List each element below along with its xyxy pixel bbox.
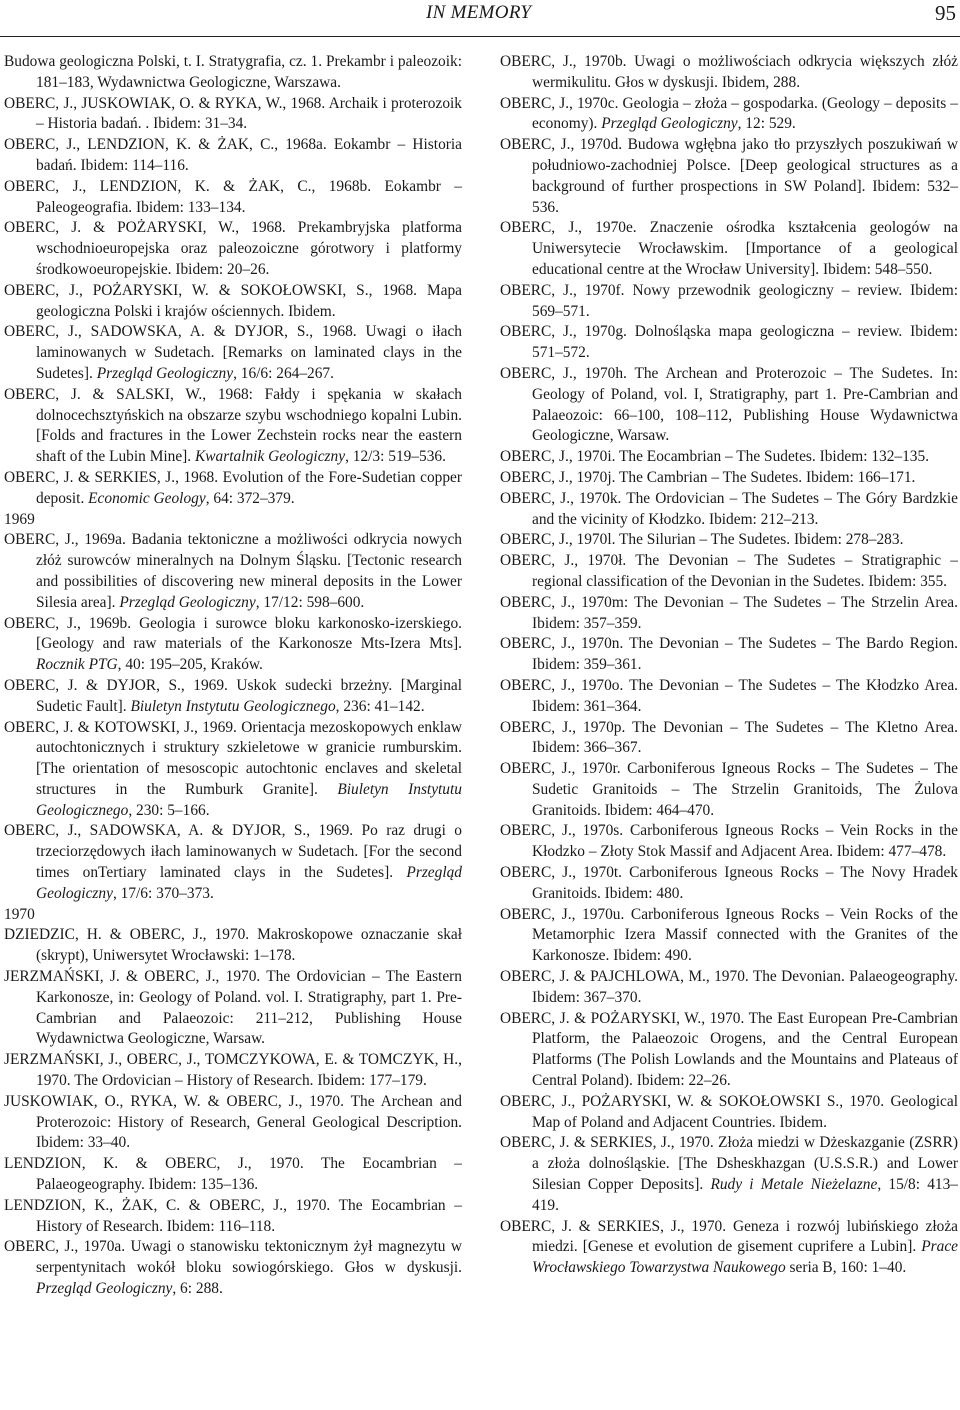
header-rule: [0, 36, 960, 37]
reference-entry: [4, 322, 462, 384]
reference-text: OBERC, J. & PAJCHLOWA, M., 1970. The Devonian. Palaeogeography. Ibidem: 367–370.: [500, 968, 958, 1006]
reference-text: OBERC, J., JUSKOWIAK, O. & RYKA, W., 1968. Archaik i proterozoik – Historia badań. . Ibidem: 31–34.: [4, 94, 462, 133]
page-number: 95: [935, 1, 956, 25]
reference-entry: [500, 676, 958, 718]
reference-entry: [4, 385, 462, 468]
reference-text: OBERC, J. & SERKIES, J., 1968. Evolution of the Fore-Sudetian copper deposit.: [4, 468, 462, 507]
reference-entry: [4, 1154, 462, 1196]
reference-text: OBERC, J. & POŻARYSKI, W., 1968. Prekambryjska platforma wschodnioeuropejska oraz paleozoiczne górotwory i platformy środkowoeuropejskie. Ibidem: 20–26.: [4, 219, 462, 278]
reference-entry: [500, 94, 958, 136]
reference-text: OBERC, J., 1970f. Nowy przewodnik geologiczny – review. Ibidem: 569–571.: [500, 281, 958, 320]
reference-text: OBERC, J., 1970j. The Cambrian – The Sudetes. Ibidem: 166–171.: [500, 468, 916, 486]
reference-text: , 230: 5–166.: [128, 801, 210, 819]
reference-text: OBERC, J., LENDZION, K. & ŻAK, C., 1968b. Eokambr – Paleogeografia. Ibidem: 133–134.: [4, 177, 462, 216]
reference-entry: [4, 468, 462, 510]
reference-entry: [4, 1092, 462, 1154]
journal-title: Przegląd Geologiczny: [36, 1280, 173, 1298]
reference-text: OBERC, J., 1970m: The Devonian – The Sudetes – The Strzelin Area. Ibidem: 357–359.: [500, 593, 958, 632]
reference-text: LENDZION, K., ŻAK, C. & OBERC, J., 1970. The Eocambrian – History of Research. Ibidem: 116–118.: [4, 1196, 462, 1235]
reference-text: , 16/6: 264–267.: [233, 364, 334, 382]
reference-entry: [4, 218, 462, 280]
reference-text: OBERC, J., SADOWSKA, A. & DYJOR, S., 1968. Uwagi o iłach laminowanych w Sudetach. [Remarks on laminated clays in the Sudetes].: [4, 323, 462, 382]
journal-title: Rocznik PTG: [36, 656, 118, 674]
reference-text: OBERC, J. & SERKIES, J., 1970. Złoża miedzi w Dżeskazganie (ZSRR) a złoża dolnośląskie. [The Dsheskhazgan (U.S.S.R.) and Lower Silesian Copper Deposits].: [500, 1134, 958, 1194]
reference-entry: [500, 718, 958, 760]
reference-entry: [500, 1009, 958, 1092]
reference-text: Budowa geologiczna Polski, t. I. Stratygrafia, cz. 1. Prekambr i paleozoik: 181–183, Wydawnictwa Geologiczne, Warszawa.: [4, 53, 462, 91]
journal-title: Biuletyn Instytutu Geologicznego: [130, 697, 336, 715]
reference-text: OBERC, J., LENDZION, K. & ŻAK, C., 1968a. Eokambr – Historia badań. Ibidem: 114–116.: [4, 136, 462, 174]
reference-text: OBERC, J., 1970p. The Devonian – The Sudetes – The Kletno Area. Ibidem: 366–367.: [500, 718, 958, 757]
reference-entry: [500, 322, 958, 364]
reference-text: seria B, 160: 1–40.: [785, 1259, 907, 1277]
reference-entry: [4, 530, 462, 613]
reference-text: OBERC, J., 1970o. The Devonian – The Sudetes – The Kłodzko Area. Ibidem: 361–364.: [500, 676, 958, 715]
reference-text: , 17/12: 598–600.: [255, 593, 365, 611]
reference-entry: [500, 364, 958, 447]
reference-text: , 6: 288.: [172, 1280, 223, 1298]
year-heading: [4, 905, 462, 926]
reference-text: OBERC, J., 1970g. Dolnośląska mapa geologiczna – review. Ibidem: 571–572.: [500, 323, 958, 362]
reference-text: , 12/3: 519–536.: [345, 448, 446, 466]
reference-entry: [4, 925, 462, 967]
journal-title: Przegląd Geologiczny: [36, 864, 462, 902]
reference-text: OBERC, J., 1970h. The Archean and Proterozoic – The Sudetes. In: Geology of Poland, vol. I, Stratigraphy, part 1. Pre-Cambrian and Palaeozoic: 66–100, 108–112, Publishing House Wydawnictwa Geologiczne, Warsaw.: [500, 364, 958, 445]
reference-entry: [4, 821, 462, 904]
running-title: IN MEMORY: [426, 2, 532, 23]
page-header: [0, 0, 960, 30]
reference-entry: [4, 1237, 462, 1299]
reference-text: DZIEDZIC, H. & OBERC, J., 1970. Makroskopowe oznaczanie skał (skrypt), Uniwersytet Wrocławski: 1–178.: [4, 926, 462, 965]
reference-entry: [4, 281, 462, 323]
journal-title: Kwartalnik Geologiczny: [195, 448, 346, 466]
reference-text: OBERC, J., 1970d. Budowa wgłębna jako tło przyszłych poszukiwań w południowo-zachodniej Polsce. [Deep geological structures as a background of further prospections in SW Poland]. Ibidem: 532–536.: [500, 136, 958, 216]
reference-text: , 236: 41–142.: [335, 697, 425, 715]
reference-entry: [4, 52, 462, 94]
reference-entry: [500, 218, 958, 280]
reference-text: OBERC, J., 1970n. The Devonian – The Sudetes – The Bardo Region. Ibidem: 359–361.: [500, 635, 958, 674]
reference-text: 1969: [4, 510, 35, 528]
reference-entry: [4, 1050, 462, 1092]
reference-text: OBERC, J., 1970t. Carboniferous Igneous Rocks – The Novy Hradek Granitoids. Ibidem: 480.: [500, 864, 958, 902]
reference-text: 1970: [4, 905, 35, 923]
reference-text: OBERC, J., POŻARYSKI, W. & SOKOŁOWSKI, S., 1968. Mapa geologiczna Polski i krajów ościennych. Ibidem.: [4, 281, 462, 320]
reference-text: OBERC, J., 1970l. The Silurian – The Sudetes. Ibidem: 278–283.: [500, 531, 904, 549]
reference-text: OBERC, J., 1970c. Geologia – złoża – gospodarka. (Geology – deposits – economy).: [500, 94, 958, 133]
reference-entry: [4, 718, 462, 822]
reference-text: JERZMAŃSKI, J. & OBERC, J., 1970. The Ordovician – The Eastern Karkonosze, in: Geology of Poland. vol. I. Stratigraphy, part 1. Pre-Cambrian and Palaeozoic: 211–212, Publishing House Wydawnictwa Geologiczne, Warsaw.: [4, 968, 462, 1048]
reference-text: JERZMAŃSKI, J., OBERC, J., TOMCZYKOWA, E. & TOMCZYK, H., 1970. The Ordovician – History of Research. Ibidem: 177–179.: [4, 1051, 462, 1090]
reference-text: , 15/8: 413–419.: [532, 1176, 958, 1214]
reference-text: OBERC, J. & SALSKI, W., 1968: Fałdy i spękania w skałach dolnocechsztyńskich na obszarze szybu wschodniego kopalni Lubin. [Folds and fractures in the Lower Zechstein rocks near the eastern shaft of the Lubin Mine].: [4, 385, 462, 466]
reference-entry: [500, 135, 958, 218]
reference-entry: [4, 135, 462, 177]
reference-text: OBERC, J., 1970a. Uwagi o stanowisku tektonicznym żył magnezytu w serpentynitach wokół bloku sowiogórskiego. Głos w dyskusji.: [4, 1238, 462, 1277]
reference-text: OBERC, J., 1970i. The Eocambrian – The Sudetes. Ibidem: 132–135.: [500, 448, 930, 466]
reference-entry: [4, 614, 462, 676]
reference-text: OBERC, J., 1970ł. The Devonian – The Sudetes – Stratigraphic – regional classification of the Devonian in the Sudetes. Ibidem: 355.: [500, 552, 958, 590]
reference-text: OBERC, J., 1970k. The Ordovician – The Sudetes – The Góry Bardzkie and the vicinity of Kłodzko. Ibidem: 212–213.: [500, 489, 958, 528]
reference-text: OBERC, J., 1969a. Badania tektoniczne a możliwości odkrycia nowych złóż surowców mineralnych na Dolnym Śląsku. [Tectonic research and possibilities of discovering new mineral deposits in the Lower Silesia area].: [4, 531, 462, 611]
reference-entry: [500, 447, 958, 468]
reference-text: OBERC, J. & DYJOR, S., 1969. Uskok sudecki brzeżny. [Marginal Sudetic Fault].: [4, 676, 462, 715]
reference-text: OBERC, J., 1969b. Geologia i surowce bloku karkonosko-izerskiego. [Geology and raw materials of the Karkonosze Mts-Izera Mts].: [4, 614, 462, 653]
reference-text: , 17/6: 370–373.: [112, 884, 214, 902]
reference-text: LENDZION, K. & OBERC, J., 1970. The Eocambrian – Palaeogeography. Ibidem: 135–136.: [4, 1155, 462, 1194]
reference-text: OBERC, J. & KOTOWSKI, J., 1969. Orientacja mezoskopowych enklaw autochtonicznych i struktury szkieletowe w granicie rumburskim. [The orientation of mesoscopic autochtonic enclaves and skeletal structures in the Rumburk Granite].: [4, 718, 462, 798]
reference-entry: [500, 593, 958, 635]
reference-text: JUSKOWIAK, O., RYKA, W. & OBERC, J., 1970. The Archean and Proterozoic: History of Research, General Geological Description. Ibidem: 33–40.: [4, 1092, 462, 1152]
reference-text: OBERC, J., POŻARYSKI, W. & SOKOŁOWSKI S., 1970. Geological Map of Poland and Adjacent Countries. Ibidem.: [500, 1092, 958, 1131]
journal-title: Przegląd Geologiczny: [601, 115, 738, 133]
reference-text: OBERC, J., SADOWSKA, A. & DYJOR, S., 1969. Po raz drugi o trzeciorzędowych iłach laminowanych w Sudetach. [For the second times onTertiary laminated clays in the Sudetes].: [4, 822, 462, 882]
reference-entry: [500, 759, 958, 821]
reference-entry: [4, 676, 462, 718]
reference-entry: [4, 967, 462, 1050]
reference-entry: [500, 821, 958, 863]
reference-entry: [500, 468, 958, 489]
reference-text: OBERC, J., 1970u. Carboniferous Igneous Rocks – Vein Rocks of the Metamorphic Izera Massif connected with the Granites of the Karkonosze. Ibidem: 490.: [500, 905, 958, 965]
reference-entry: [4, 177, 462, 219]
journal-title: Przegląd Geologiczny: [96, 364, 234, 382]
reference-entry: [500, 967, 958, 1009]
reference-entry: [500, 1092, 958, 1134]
journal-title: Przegląd Geologiczny: [119, 593, 256, 611]
reference-entry: [500, 530, 958, 551]
reference-entry: [500, 1133, 958, 1216]
reference-entry: [500, 1217, 958, 1279]
journal-title: Prace Wrocławskiego Towarzystwa Naukowego: [532, 1238, 958, 1277]
reference-text: OBERC, J., 1970b. Uwagi o możliwościach odkrycia większych złóż wermikulitu. Głos w dyskusji. Ibidem, 288.: [500, 53, 958, 91]
reference-entry: [500, 52, 958, 94]
reference-entry: [500, 281, 958, 323]
reference-entry: [500, 863, 958, 905]
right-column: [500, 52, 958, 1279]
journal-title: Economic Geology: [88, 489, 206, 507]
reference-entry: [500, 634, 958, 676]
year-heading: [4, 510, 462, 531]
reference-text: , 40: 195–205, Kraków.: [117, 656, 263, 674]
reference-entry: [500, 489, 958, 531]
journal-title: Biuletyn Instytutu Geologicznego: [36, 780, 462, 819]
journal-title: Rudy i Metale Nieżelazne: [710, 1176, 878, 1194]
reference-entry: [500, 905, 958, 967]
left-column: [4, 52, 462, 1300]
reference-entry: [4, 94, 462, 136]
reference-entry: [4, 1196, 462, 1238]
reference-text: , 12: 529.: [737, 115, 796, 133]
reference-text: OBERC, J. & SERKIES, J., 1970. Geneza i rozwój lubińskiego złoża miedzi. [Genese et evolution de gisement cuprifere a Lubin].: [500, 1217, 958, 1256]
reference-text: OBERC, J., 1970e. Znaczenie ośrodka kształcenia geologów na Uniwersytecie Wrocławskim. [Importance of a geological educational centre at the Wrocław University]. Ibidem: 548–550.: [500, 219, 958, 278]
reference-text: OBERC, J. & POŻARYSKI, W., 1970. The East European Pre-Cambrian Platform, the Palaeozoic Orogens, and the Central European Platforms (The Polish Lowlands and the Mountains and Plateaus of Central Poland). Ibidem: 22–26.: [500, 1009, 958, 1090]
reference-entry: [500, 551, 958, 593]
reference-text: , 64: 372–379.: [205, 489, 295, 507]
reference-text: OBERC, J., 1970s. Carboniferous Igneous Rocks – Vein Rocks in the Kłodzko – Złoty Stok Massif and Adjacent Area. Ibidem: 477–478.: [500, 822, 958, 861]
reference-text: OBERC, J., 1970r. Carboniferous Igneous Rocks – The Sudetes – The Sudetic Granitoids – The Strzelin Granitoids, The Żulova Granitoids. Ibidem: 464–470.: [500, 760, 958, 819]
